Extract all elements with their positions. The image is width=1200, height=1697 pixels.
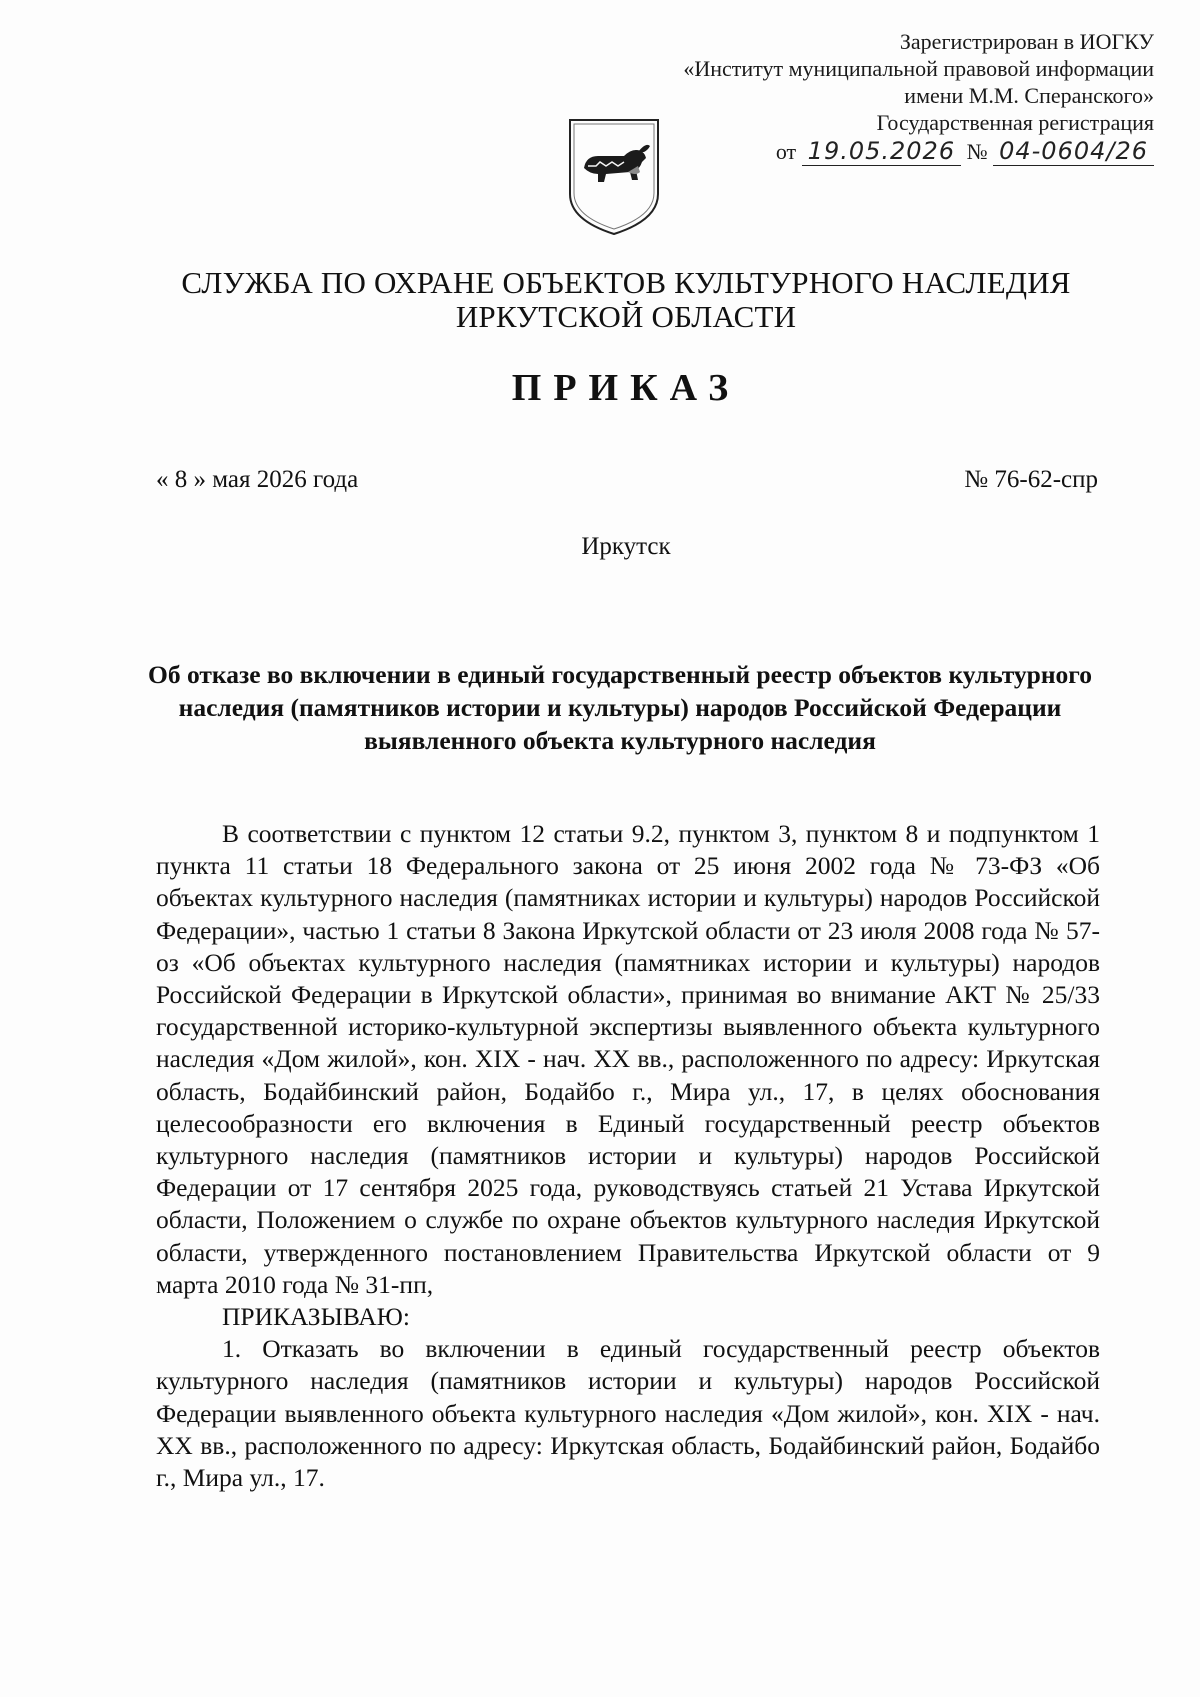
order-number: № 76-62-спр: [964, 466, 1098, 493]
registration-line-3: имени М.М. Сперанского»: [904, 83, 1154, 108]
registration-line-2: «Институт муниципальной правовой информации: [683, 56, 1154, 81]
agency-name-line-1: СЛУЖБА ПО ОХРАНЕ ОБЪЕКТОВ КУЛЬТУРНОГО НАСЛЕДИЯ: [181, 265, 1071, 300]
order-subject: Об отказе во включении в единый государственный реестр объектов культурного наследия (памятников истории и культуры) народов Российской Федерации выявленного объекта культурного наследия: [148, 660, 1092, 755]
coat-of-arms-icon: [566, 116, 662, 238]
city-name: Иркутск: [581, 533, 671, 560]
registration-number-value: 04-0604/26: [993, 138, 1154, 166]
order-directive-word: ПРИКАЗЫВАЮ:: [222, 1302, 410, 1332]
registration-line-4: Государственная регистрация: [876, 110, 1154, 135]
agency-name-line-2: ИРКУТСКОЙ ОБЛАСТИ: [455, 299, 797, 334]
agency-name: [0, 266, 1200, 334]
registration-number-prefix: №: [966, 139, 988, 164]
registration-line-1: Зарегистрирован в ИОГКУ: [899, 29, 1154, 54]
registration-date-value: 19.05.2026: [802, 138, 961, 166]
registration-date-prefix: от: [775, 139, 797, 164]
registration-date-row: [594, 138, 1154, 166]
order-item-1: 1. Отказать во включении в единый государственный реестр объектов культурного наследия (памятников истории и культуры) народов Российской Федерации выявленного объекта культурного наследия «Дом жилой», кон. XIX - нач. XX вв., расположенного по адресу: Иркутская область, Бодайбинский район, Бодайбо г., Мира ул., 17.: [156, 1334, 1100, 1493]
preamble-paragraph: В соответствии с пунктом 12 статьи 9.2, пунктом 3, пунктом 8 и подпунктом 1 пункта 11 статьи 18 Федерального закона от 25 июня 2002 года № 73-ФЗ «Об объектах культурного наследия (памятниках истории и культуры) народов Российской Федерации», частью 1 статьи 8 Закона Иркутской области от 23 июля 2008 года № 57-оз «Об объектах культурного наследия (памятниках истории и культуры) народов Российской Федерации в Иркутской области», принимая во внимание АКТ № 25/33 государственной историко-культурной экспертизы выявленного объекта культурного наследия «Дом жилой», кон. XIX - нач. XX вв., расположенного по адресу: Иркутская область, Бодайбинский район, Бодайбо г., Мира ул., 17, в целях обоснования целесообразности его включения в Единый государственный реестр объектов культурного наследия (памятников истории и культуры) народов Российской Федерации от 17 сентября 2025 года, руководствуясь статьей 21 Устава Иркутской области, Положением о службе по охране объектов культурного наследия Иркутской области, утвержденного постановлением Правительства Иркутской области от 9 марта 2010 года № 31-пп,: [156, 819, 1100, 1299]
order-date: « 8 » мая 2026 года: [156, 466, 359, 493]
document-type-title: ПРИКАЗ: [511, 367, 741, 409]
order-body: [156, 818, 1100, 1494]
registration-stamp: [594, 28, 1154, 166]
